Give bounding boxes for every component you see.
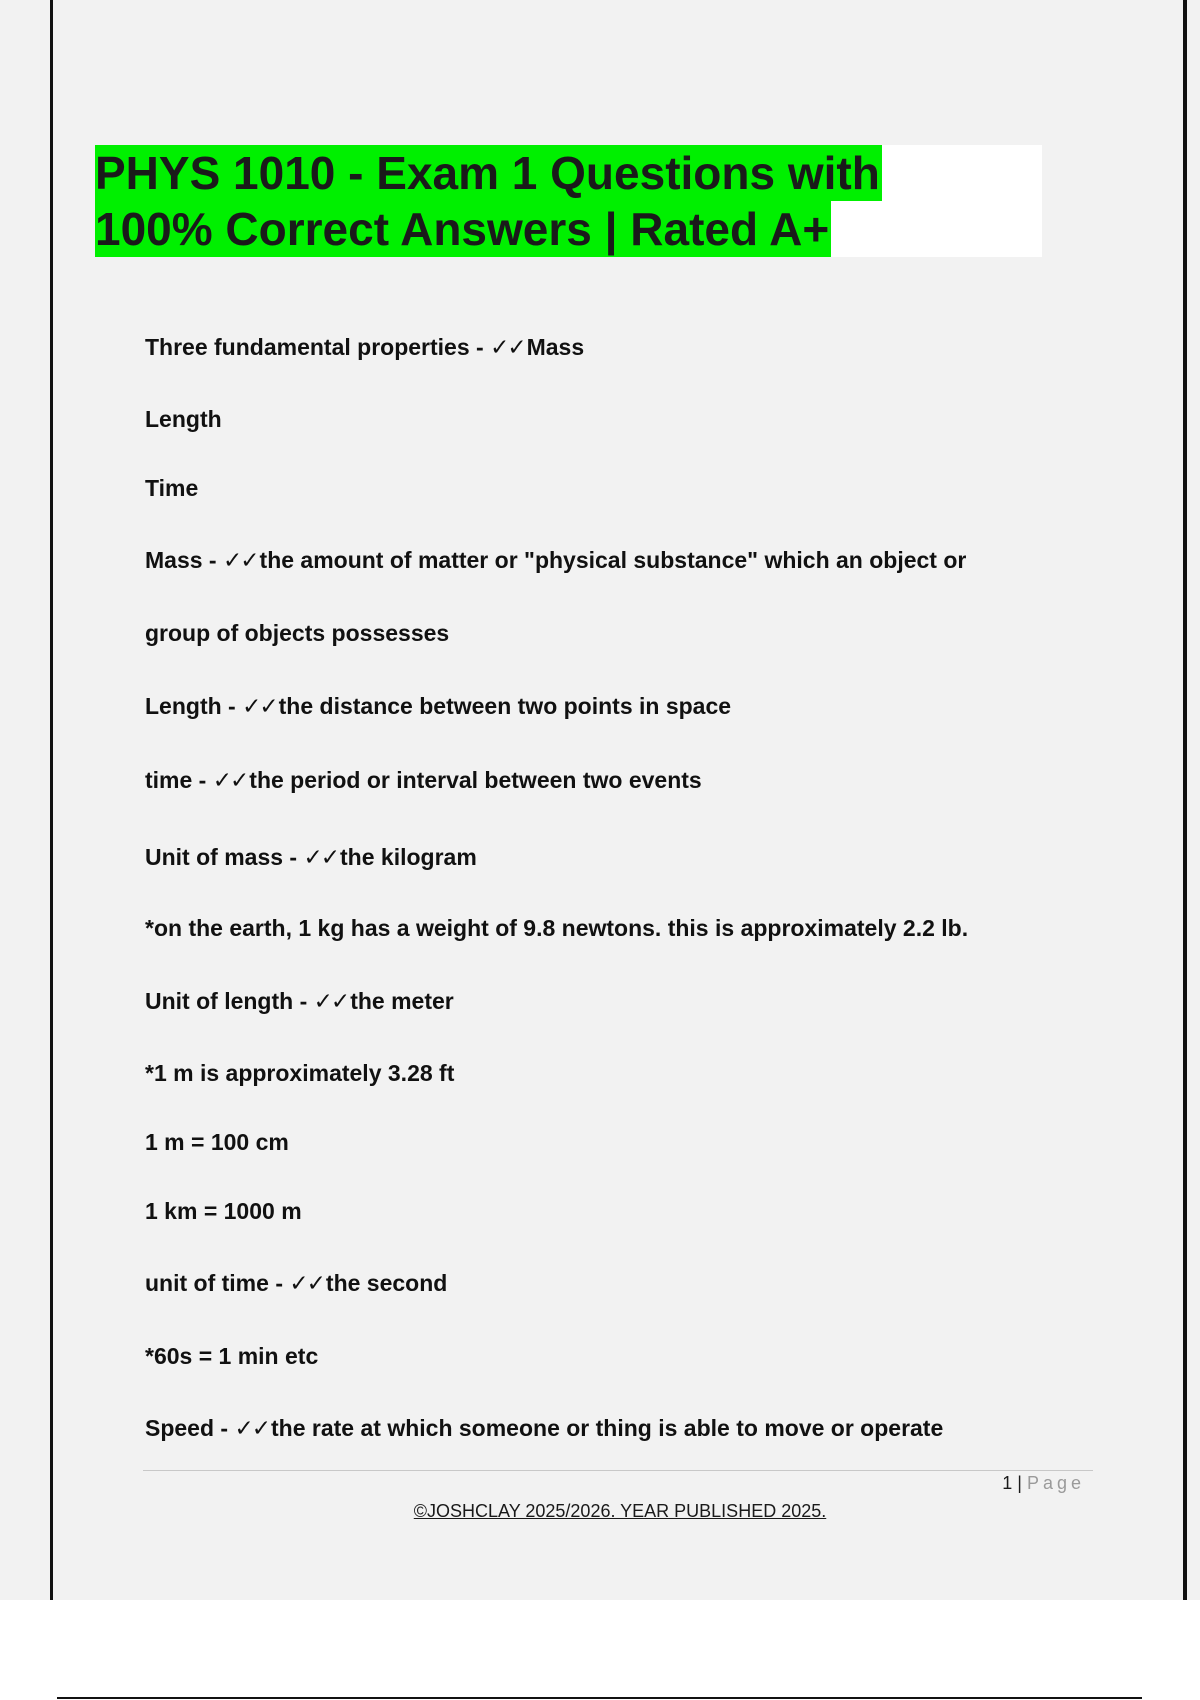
page-label: Page — [1026, 1473, 1085, 1493]
entry-term: group of objects possesses — [145, 620, 450, 646]
title-line-2: 100% Correct Answers | Rated A+ — [95, 203, 830, 255]
entry-time-item — [145, 473, 198, 503]
entry-term: Speed - — [145, 1415, 235, 1441]
bottom-divider — [57, 1697, 1142, 1699]
check-mark-icon: ✓✓ — [242, 694, 277, 720]
entry-term: 1 m = 100 cm — [145, 1129, 289, 1155]
entry-term: Unit of length - — [145, 988, 314, 1014]
entry-answer: the rate at which someone or thing is able to move or operate — [271, 1415, 944, 1441]
page-background-right — [1187, 0, 1200, 1600]
entry-term: 1 km = 1000 m — [145, 1198, 302, 1224]
entry-answer: the meter — [350, 988, 454, 1014]
entry-term: *60s = 1 min etc — [145, 1343, 319, 1369]
page-number-separator: | — [1012, 1473, 1027, 1493]
page-number-value: 1 — [1002, 1473, 1013, 1493]
entry-term: Length — [145, 406, 222, 432]
title-line-1: PHYS 1010 - Exam 1 Questions with — [95, 147, 880, 199]
entry-mass-continued — [145, 618, 449, 648]
entry-term: Unit of mass - — [145, 844, 304, 870]
entry-note-kg-weight — [145, 913, 968, 943]
entry-answer: the kilogram — [340, 844, 477, 870]
entry-unit-of-length — [145, 986, 454, 1017]
check-mark-icon: ✓✓ — [222, 548, 258, 574]
entry-term: Three fundamental properties - — [145, 334, 491, 360]
document-title — [95, 145, 1042, 257]
check-mark-icon: ✓✓ — [234, 1416, 270, 1442]
entry-term: Length - — [145, 693, 243, 719]
check-mark-icon: ✓✓ — [303, 845, 339, 871]
entry-answer: Mass — [526, 334, 585, 360]
entry-note-seconds-minute — [145, 1341, 318, 1371]
entry-answer: the second — [325, 1270, 448, 1296]
entry-answer: the amount of matter or "physical substance" which an object or — [259, 547, 967, 573]
copyright-notice: ©JOSHCLAY 2025/2026. YEAR PUBLISHED 2025. — [413, 1501, 827, 1521]
entry-term: *on the earth, 1 kg has a weight of 9.8 newtons. this is approximately 2.2 lb. — [145, 915, 969, 941]
entry-time — [145, 765, 702, 796]
entry-unit-of-time — [145, 1268, 447, 1299]
entry-speed — [145, 1413, 943, 1444]
footer-divider — [143, 1470, 1093, 1471]
entry-note-km-m — [145, 1196, 302, 1226]
page-number — [1002, 1473, 1085, 1494]
entry-three-fundamental-properties — [145, 332, 584, 363]
entry-term: Time — [145, 475, 199, 501]
entry-term: *1 m is approximately 3.28 ft — [145, 1060, 455, 1086]
entry-term: Mass - — [145, 547, 223, 573]
check-mark-icon: ✓✓ — [490, 335, 525, 361]
entry-length-item — [145, 404, 222, 434]
entry-note-meter-feet — [145, 1058, 454, 1088]
check-mark-icon: ✓✓ — [313, 989, 349, 1015]
entry-unit-of-mass — [145, 842, 477, 873]
entry-answer: the period or interval between two events — [249, 767, 702, 793]
check-mark-icon: ✓✓ — [212, 768, 248, 794]
entry-length — [145, 691, 731, 722]
entry-note-m-cm — [145, 1127, 289, 1157]
entry-mass — [145, 545, 966, 576]
entry-answer: the distance between two points in space — [278, 693, 732, 719]
entry-term: time - — [145, 767, 213, 793]
entry-term: unit of time - — [145, 1270, 290, 1296]
page-background-left — [0, 0, 50, 1600]
check-mark-icon: ✓✓ — [289, 1271, 324, 1297]
